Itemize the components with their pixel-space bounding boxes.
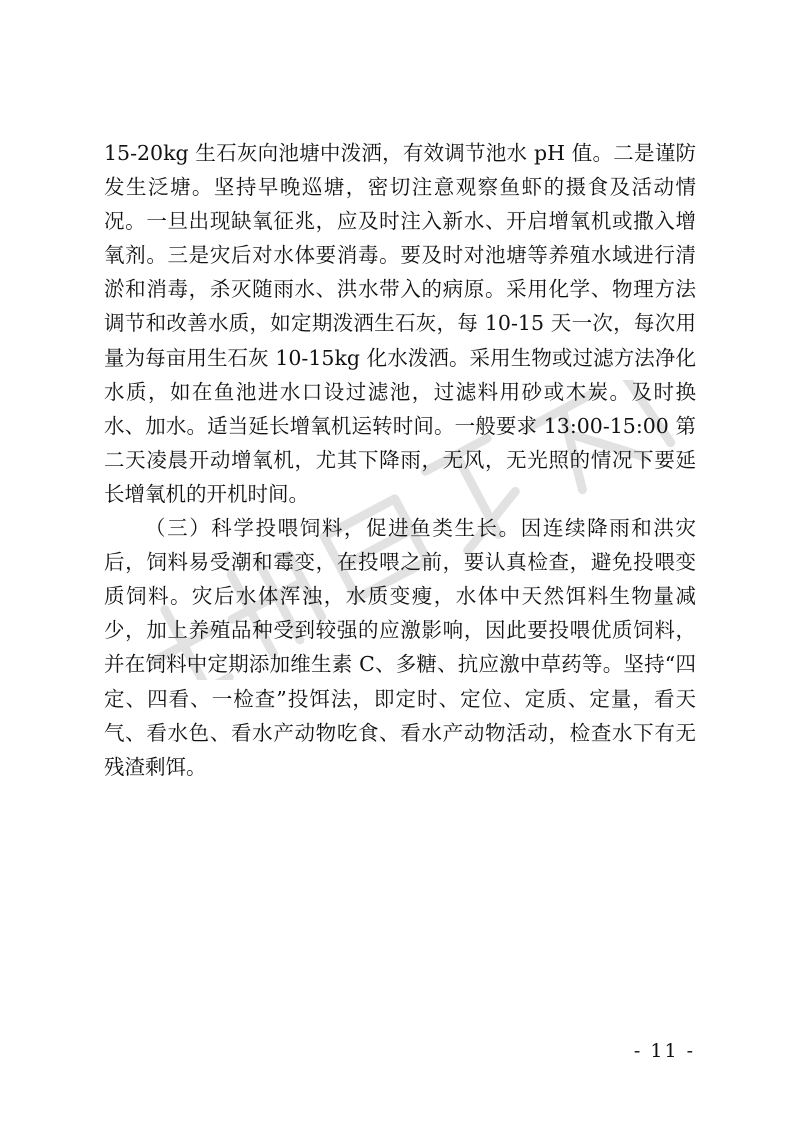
- page-number: - 11 -: [633, 1040, 695, 1062]
- body-text: [104, 136, 696, 784]
- paragraph-1-text: 15-20kg 生石灰向池塘中泼洒，有效调节池水 pH 值。二是谨防发生泛塘。坚持早晚巡塘，密切注意观察鱼虾的摄食及活动情况。一旦出现缺氧征兆，应及时注入新水、开启增氧机或撒入增氧剂。三是灾后对水体要消毒。要及时对池塘等养殖水域进行清淤和消毒，杀灭随雨水、洪水带入的病原。采用化学、物理方法调节和改善水质，如定期泼洒生石灰，每 10-15 天一次，每次用量为每亩用生石灰 10-15kg 化水泼洒。采用生物或过滤方法净化水质，如在鱼池进水口设过滤池，过滤料用砂或木炭。及时换水、加水。适当延长增氧机运转时间。一般要求 13:00-15:00 第二天凌晨开动增氧机，尤其下降雨，无风，无光照的情况下要延长增氧机的开机时间。: [104, 141, 696, 506]
- paragraph-2-text: 因连续降雨和洪灾后，饲料易受潮和霉变，在投喂之前，要认真检查，避免投喂变质饲料。灾后水体浑浊，水质变瘦，水体中天然饵料生物量减少，加上养殖品种受到较强的应激影响，因此要投喂优质饲料，并在饲料中定期添加维生素 C、多糖、抗应激中草药等。坚持“四定、四看、一检查”投饵法，即定时、定位、定质、定量，看天气、看水色、看水产动物吃食、看水产动物活动，检查水下有无残渣剩饵。: [104, 516, 697, 779]
- section-heading: （三）科学投喂饲料，促进鱼类生长。: [145, 516, 521, 541]
- paragraph-1: [104, 136, 696, 511]
- paragraph-2: [104, 511, 696, 784]
